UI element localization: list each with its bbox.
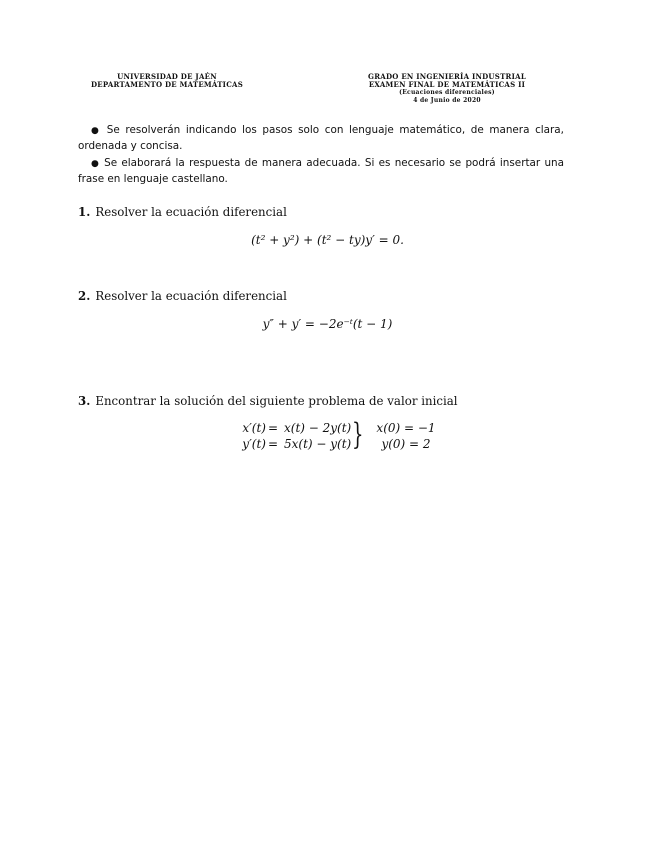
exam-title: EXAMEN FINAL DE MATEMÁTICAS II	[368, 80, 526, 89]
system-equals: =	[267, 437, 279, 451]
system-lhs: x′(t)	[242, 421, 266, 435]
problem-2-title	[78, 289, 287, 303]
problem-3-title	[78, 394, 458, 408]
problem-statement: Resolver la ecuación diferencial	[95, 205, 287, 219]
exam-topic: (Ecuaciones diferenciales)	[399, 89, 495, 96]
department-name: DEPARTAMENTO DE MATEMÁTICAS	[90, 80, 244, 89]
bullet-icon: ●	[91, 158, 100, 169]
instructions	[78, 123, 564, 189]
bullet-icon: ●	[91, 126, 102, 136]
problem-number: 1.	[78, 205, 91, 219]
degree-name: GRADO EN INGENIERÍA INDUSTRIAL	[367, 72, 526, 81]
problem-1-equation: (t² + y²) + (t² − ty)y′ = 0.	[251, 233, 404, 247]
header-right	[352, 73, 542, 105]
instruction-text: Se resolverán indicando los pasos solo con lenguaje matemático, de manera clara, ordenada y concisa.	[78, 124, 564, 153]
system-lhs: y′(t)	[242, 437, 266, 451]
initial-condition: x(0) = −1	[376, 421, 436, 435]
problem-1-title	[78, 205, 287, 219]
problem-statement: Encontrar la solución del siguiente problema de valor inicial	[95, 394, 458, 408]
problem-2-equation: y″ + y′ = −2e⁻ᵗ(t − 1)	[262, 317, 393, 331]
system-rhs: x(t) − 2y(t)	[284, 421, 352, 435]
header-left	[78, 73, 256, 89]
exam-date: 4 de Junio de 2020	[413, 97, 481, 104]
instruction-item	[78, 123, 564, 155]
instruction-text: Se elaborará la respuesta de manera adecuada. Si es necesario se podrá insertar una frase en lenguaje castellano.	[78, 156, 564, 186]
system-equals: =	[267, 421, 279, 435]
ode-system	[226, 417, 456, 454]
right-brace-symbol: }	[352, 417, 364, 452]
initial-condition: y(0) = 2	[381, 437, 431, 451]
system-rhs: 5x(t) − y(t)	[284, 437, 352, 451]
problem-number: 2.	[78, 289, 91, 303]
university-name: UNIVERSIDAD DE JAÉN	[117, 72, 217, 81]
problem-number: 3.	[78, 394, 91, 408]
instruction-item	[78, 156, 564, 188]
problem-statement: Resolver la ecuación diferencial	[95, 289, 287, 303]
